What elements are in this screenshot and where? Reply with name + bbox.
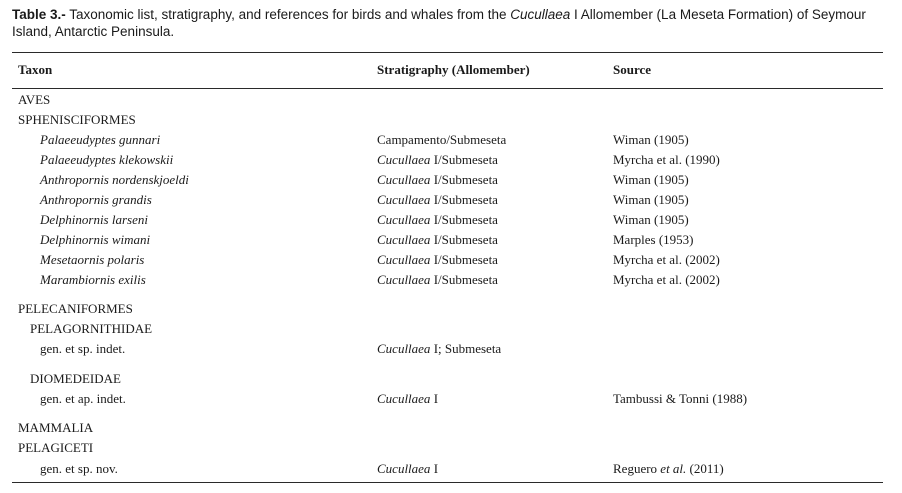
strat-genus: Cucullaea [377,391,431,406]
table-row [0,440,902,460]
group-label-mammalia: MAMMALIA [18,420,94,435]
strat-rest: I [430,461,439,476]
taxon-cell: gen. et sp. indet. [40,341,126,356]
stratigraphy-cell [377,232,498,248]
table-row [0,172,902,192]
strat-rest: I/Submeseta [430,172,498,187]
strat-rest: I/Submeseta [430,252,498,267]
table-row [0,192,902,212]
source-etal: et al. [660,461,687,476]
taxon-cell: gen. et ap. indet. [40,391,126,406]
table-row [0,391,902,411]
taxon-cell: Palaeeudyptes gunnari [40,132,161,147]
table-row [0,420,902,440]
caption-text-b: I Allomember (La Meseta Formation) of Seymour Island, Antarctic Peninsula. [12,7,866,39]
caption-label: Table 3.- [12,7,66,22]
source-cell: Wiman (1905) [613,212,689,227]
taxon-cell: Delphinornis wimani [40,232,151,247]
strat-rest: I [430,391,439,406]
source-cell: Wiman (1905) [613,172,689,187]
strat-rest: I/Submeseta [430,212,498,227]
strat-genus: Cucullaea [377,212,431,227]
table-row [0,272,902,292]
table-row [0,132,902,152]
table-caption [12,6,892,40]
source-cell: Wiman (1905) [613,132,689,147]
strat-genus: Cucullaea [377,272,431,287]
caption-text-a: Taxonomic list, stratigraphy, and references for birds and whales from the [65,7,511,22]
stratigraphy-cell [377,252,498,268]
strat-rest: I/Submeseta [430,152,498,167]
strat-rest: I/Submeseta [430,272,498,287]
source-author: Reguero [613,461,661,476]
taxon-cell: Marambiornis exilis [40,272,146,287]
source-cell [613,461,724,477]
table-row [0,321,902,341]
stratigraphy-cell [377,212,498,228]
strat-genus: Cucullaea [377,172,431,187]
source-cell: Wiman (1905) [613,192,689,207]
column-header-stratigraphy: Stratigraphy (Allomember) [377,62,530,77]
strat-genus: Cucullaea [377,461,431,476]
order-label-pelagiceti: PELAGICETI [18,440,94,455]
family-label-diomedeidae: DIOMEDEIDAE [30,371,121,386]
table-row [0,371,902,391]
stratigraphy-cell [377,192,498,208]
strat-genus: Cucullaea [377,192,431,207]
source-cell: Tambussi & Tonni (1988) [613,391,748,406]
taxon-cell: Palaeeudyptes klekowskii [40,152,174,167]
stratigraphy-cell [377,391,438,407]
header-rule [12,88,883,89]
taxon-cell: gen. et sp. nov. [40,461,118,476]
group-label-aves: AVES [18,92,51,107]
table-row [0,92,902,112]
strat-rest: I/Submeseta [430,232,498,247]
table-row [0,112,902,132]
source-cell: Myrcha et al. (2002) [613,272,720,287]
source-cell: Myrcha et al. (2002) [613,252,720,267]
table-bottom-rule [12,482,883,483]
taxon-cell: Anthropornis nordenskjoeldi [40,172,189,187]
strat-rest: I/Submeseta [430,192,498,207]
table-row [0,461,902,481]
stratigraphy-cell [377,272,498,288]
column-header-source: Source [613,62,652,77]
taxon-cell: Delphinornis larseni [40,212,148,227]
stratigraphy-cell: Campamento/Submeseta [377,132,507,147]
strat-genus: Cucullaea [377,252,431,267]
table-row [0,341,902,361]
strat-genus: Cucullaea [377,152,431,167]
stratigraphy-cell [377,461,438,477]
taxon-cell: Mesetaornis polaris [40,252,145,267]
source-year: (2011) [686,461,724,476]
table-row [0,252,902,272]
table-row [0,232,902,252]
order-label-sphenisciformes: SPHENISCIFORMES [18,112,136,127]
caption-genus: Cucullaea [510,7,571,22]
family-label-pelagornithidae: PELAGORNITHIDAE [30,321,153,336]
source-cell: Myrcha et al. (1990) [613,152,720,167]
table-top-rule [12,52,883,53]
stratigraphy-cell [377,341,501,357]
order-label-pelecaniformes: PELECANIFORMES [18,301,133,316]
stratigraphy-cell [377,172,498,188]
strat-genus: Cucullaea [377,232,431,247]
taxon-cell: Anthropornis grandis [40,192,152,207]
table-row [0,212,902,232]
table-row [0,301,902,321]
stratigraphy-cell [377,152,498,168]
column-header-taxon: Taxon [18,62,53,77]
strat-rest: I; Submeseta [430,341,502,356]
table-row [0,152,902,172]
source-cell: Marples (1953) [613,232,694,247]
strat-genus: Cucullaea [377,341,431,356]
